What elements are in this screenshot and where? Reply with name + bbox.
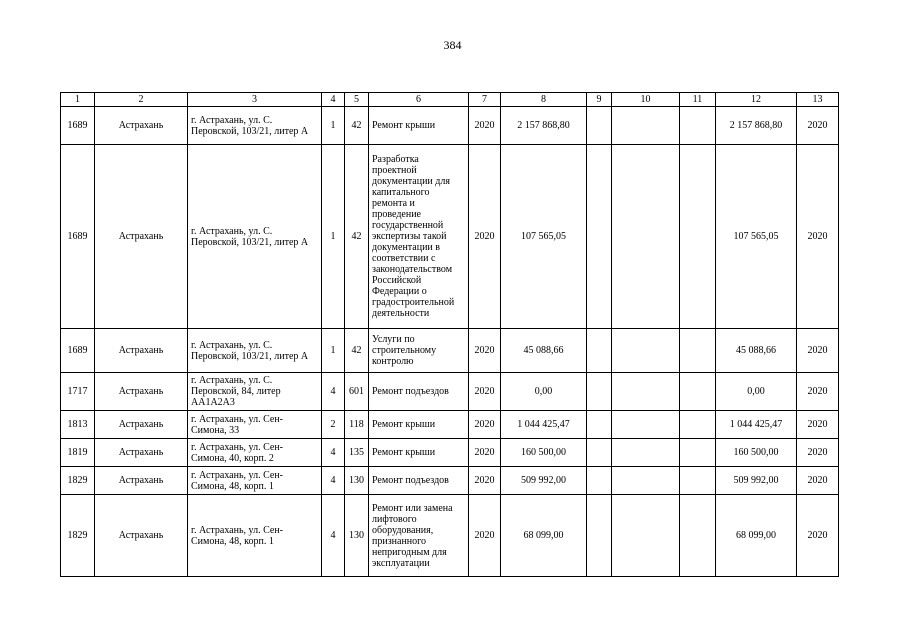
cell-year: 2020: [469, 373, 501, 411]
cell-col11: [680, 495, 716, 577]
cell-col5: 601: [345, 373, 369, 411]
cell-cost: 1 044 425,47: [501, 411, 587, 439]
cell-work-type: Ремонт подъездов: [369, 373, 469, 411]
cell-col9: [587, 329, 612, 373]
cell-col11: [680, 373, 716, 411]
cell-col4: 1: [322, 329, 345, 373]
cell-work-type: Разработка проектной документации для капитального ремонта и проведение государственной экспертизы такой документации в соответствии с законодательством Российской Федерации о градостроительной деятельности: [369, 145, 469, 329]
column-number: 2: [95, 93, 188, 107]
cell-col4: 1: [322, 145, 345, 329]
table-row: [61, 411, 839, 439]
cell-work-type: Ремонт крыши: [369, 411, 469, 439]
cell-col10: [612, 439, 680, 467]
cell-cost: 509 992,00: [501, 467, 587, 495]
cell-col5: 130: [345, 495, 369, 577]
cell-city: Астрахань: [95, 145, 188, 329]
cell-total: 45 088,66: [716, 329, 797, 373]
cell-col4: 4: [322, 495, 345, 577]
cell-col10: [612, 329, 680, 373]
cell-year: 2020: [469, 495, 501, 577]
cell-total: 68 099,00: [716, 495, 797, 577]
cell-col5: 130: [345, 467, 369, 495]
column-number: 12: [716, 93, 797, 107]
cell-work-type: Ремонт подъездов: [369, 467, 469, 495]
column-number: 4: [322, 93, 345, 107]
cell-end-year: 2020: [797, 145, 839, 329]
cell-id: 1689: [61, 145, 95, 329]
cell-col11: [680, 329, 716, 373]
cell-address: г. Астрахань, ул. Сен-Симона, 40, корп. 2: [188, 439, 322, 467]
column-number: 6: [369, 93, 469, 107]
cell-year: 2020: [469, 145, 501, 329]
cell-col5: 42: [345, 329, 369, 373]
cell-col10: [612, 107, 680, 145]
cell-col11: [680, 439, 716, 467]
cell-total: 160 500,00: [716, 439, 797, 467]
cell-col5: 135: [345, 439, 369, 467]
cell-col4: 1: [322, 107, 345, 145]
cell-end-year: 2020: [797, 329, 839, 373]
column-number: 9: [587, 93, 612, 107]
cell-col10: [612, 145, 680, 329]
cell-work-type: Ремонт крыши: [369, 107, 469, 145]
column-number: 3: [188, 93, 322, 107]
cell-year: 2020: [469, 411, 501, 439]
cell-end-year: 2020: [797, 411, 839, 439]
table-row: [61, 373, 839, 411]
cell-work-type: Ремонт крыши: [369, 439, 469, 467]
cell-year: 2020: [469, 107, 501, 145]
column-number-row: [61, 93, 839, 107]
cell-col9: [587, 373, 612, 411]
column-number: 5: [345, 93, 369, 107]
cell-col9: [587, 107, 612, 145]
cell-col10: [612, 467, 680, 495]
table-row: [61, 467, 839, 495]
cell-col4: 4: [322, 467, 345, 495]
cell-col9: [587, 439, 612, 467]
column-number: 1: [61, 93, 95, 107]
cell-col4: 4: [322, 439, 345, 467]
cell-city: Астрахань: [95, 107, 188, 145]
cell-id: 1829: [61, 495, 95, 577]
cell-total: 0,00: [716, 373, 797, 411]
cell-work-type: Услуги по строительному контролю: [369, 329, 469, 373]
cell-col9: [587, 467, 612, 495]
cell-end-year: 2020: [797, 439, 839, 467]
table-row: [61, 145, 839, 329]
cell-year: 2020: [469, 329, 501, 373]
cell-col11: [680, 467, 716, 495]
cell-cost: 45 088,66: [501, 329, 587, 373]
cell-col9: [587, 145, 612, 329]
cell-total: 2 157 868,80: [716, 107, 797, 145]
column-number: 7: [469, 93, 501, 107]
cell-total: 1 044 425,47: [716, 411, 797, 439]
cell-city: Астрахань: [95, 411, 188, 439]
cell-id: 1813: [61, 411, 95, 439]
cell-city: Астрахань: [95, 373, 188, 411]
cell-col4: 2: [322, 411, 345, 439]
cell-work-type: Ремонт или замена лифтового оборудования, признанного непригодным для эксплуатации: [369, 495, 469, 577]
cell-city: Астрахань: [95, 495, 188, 577]
cell-address: г. Астрахань, ул. Сен-Симона, 33: [188, 411, 322, 439]
cell-col11: [680, 145, 716, 329]
cell-col5: 118: [345, 411, 369, 439]
cell-col10: [612, 495, 680, 577]
cell-col11: [680, 107, 716, 145]
cell-id: 1689: [61, 329, 95, 373]
cell-year: 2020: [469, 467, 501, 495]
cell-address: г. Астрахань, ул. С. Перовской, 103/21, литер А: [188, 145, 322, 329]
cell-col9: [587, 411, 612, 439]
table-row: [61, 107, 839, 145]
page-number: 384: [443, 38, 462, 52]
cell-end-year: 2020: [797, 495, 839, 577]
cell-id: 1717: [61, 373, 95, 411]
cell-address: г. Астрахань, ул. С. Перовской, 84, литер АА1А2А3: [188, 373, 322, 411]
cell-cost: 0,00: [501, 373, 587, 411]
column-number: 8: [501, 93, 587, 107]
cell-cost: 160 500,00: [501, 439, 587, 467]
cell-cost: 107 565,05: [501, 145, 587, 329]
cell-year: 2020: [469, 439, 501, 467]
cell-id: 1829: [61, 467, 95, 495]
cell-total: 107 565,05: [716, 145, 797, 329]
registry-table: [60, 92, 839, 577]
cell-cost: 68 099,00: [501, 495, 587, 577]
cell-total: 509 992,00: [716, 467, 797, 495]
cell-city: Астрахань: [95, 329, 188, 373]
column-number: 13: [797, 93, 839, 107]
cell-col9: [587, 495, 612, 577]
cell-col4: 4: [322, 373, 345, 411]
cell-col10: [612, 373, 680, 411]
cell-city: Астрахань: [95, 439, 188, 467]
cell-address: г. Астрахань, ул. Сен-Симона, 48, корп. 1: [188, 467, 322, 495]
cell-cost: 2 157 868,80: [501, 107, 587, 145]
cell-end-year: 2020: [797, 467, 839, 495]
cell-col10: [612, 411, 680, 439]
cell-col5: 42: [345, 145, 369, 329]
cell-address: г. Астрахань, ул. Сен-Симона, 48, корп. 1: [188, 495, 322, 577]
table-row: [61, 439, 839, 467]
cell-address: г. Астрахань, ул. С. Перовской, 103/21, литер А: [188, 329, 322, 373]
column-number: 10: [612, 93, 680, 107]
table-row: [61, 329, 839, 373]
table-row: [61, 495, 839, 577]
cell-col11: [680, 411, 716, 439]
cell-city: Астрахань: [95, 467, 188, 495]
cell-id: 1689: [61, 107, 95, 145]
cell-col5: 42: [345, 107, 369, 145]
cell-address: г. Астрахань, ул. С. Перовской, 103/21, литер А: [188, 107, 322, 145]
cell-id: 1819: [61, 439, 95, 467]
cell-end-year: 2020: [797, 107, 839, 145]
cell-end-year: 2020: [797, 373, 839, 411]
column-number: 11: [680, 93, 716, 107]
